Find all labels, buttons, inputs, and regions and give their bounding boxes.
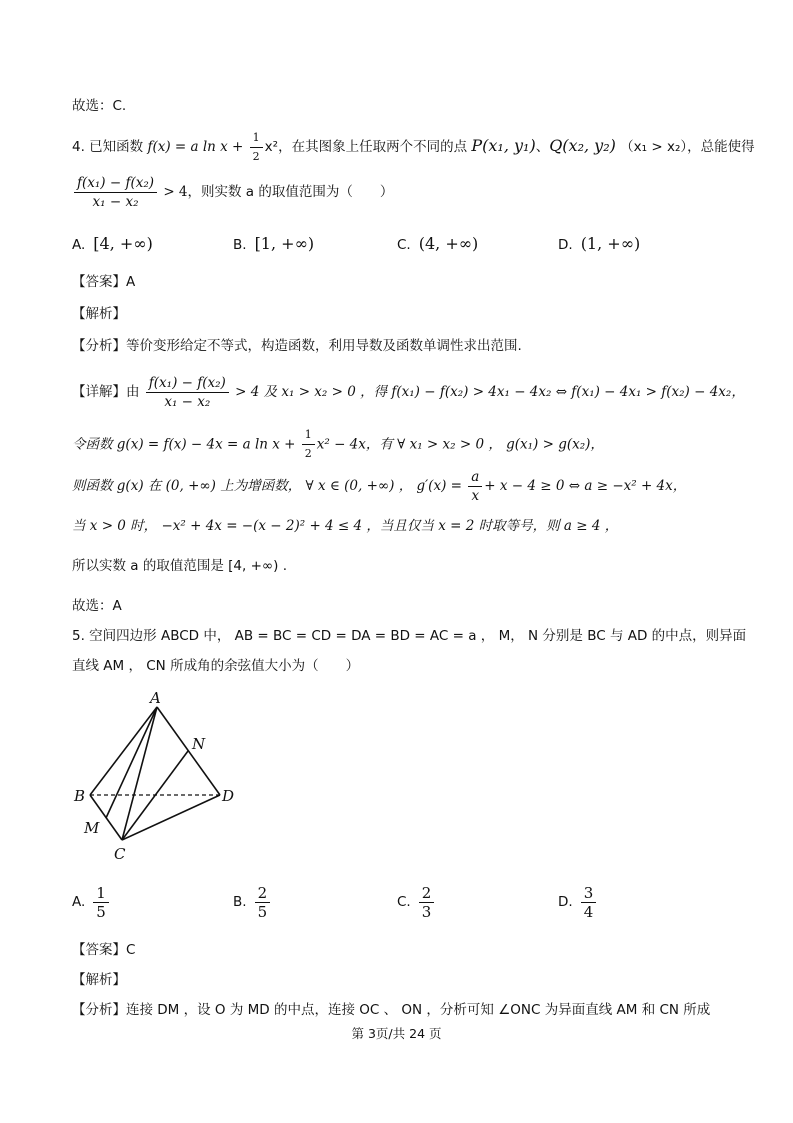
option-letter: B.: [233, 237, 247, 253]
q5-option: [72, 880, 111, 924]
answer-choice-2: 故选：A: [72, 598, 122, 614]
q4-option: [233, 232, 314, 257]
option-letter: A.: [72, 894, 86, 910]
q4-half-den: 2: [252, 149, 260, 163]
detail-line-3: [72, 466, 686, 506]
option-fraction: [93, 884, 109, 921]
detail-x-den: x: [471, 487, 480, 504]
option-denominator: 3: [421, 902, 432, 921]
option-letter: A.: [72, 237, 86, 253]
option-denominator: 5: [257, 902, 268, 921]
detail-derivative: 则函数 g(x) 在 (0, +∞) 上为增函数， ∀ x ∈ (0, +∞) ， g′(x) =: [72, 478, 467, 494]
analysis-label-1: 【解析】: [72, 306, 126, 322]
q4-text: x²，在其图象上任取两个不同的点: [264, 139, 468, 155]
detail-half-fraction: [302, 426, 315, 463]
vertex-label-m: M: [84, 819, 100, 837]
detail-g-definition: 令函数 g(x) = f(x) − 4x = a ln x +: [72, 436, 300, 453]
q4-function: f(x) = a ln x +: [147, 139, 248, 155]
tetrahedron-figure: [70, 685, 250, 865]
page-footer: 第 3页/共 24 页: [351, 1026, 442, 1041]
edge-ad: [157, 707, 220, 795]
detail-quotient-num: f(x₁) − f(x₂): [146, 374, 229, 393]
vertex-label-n: N: [192, 735, 206, 753]
question-5-line2: 直线 AM ， CN 所成角的余弦值大小为（ ）: [72, 658, 360, 674]
option-value: [1, +∞): [254, 234, 315, 253]
prev-answer-choice: 故选：C.: [72, 98, 127, 114]
vertex-label-d: D: [222, 787, 235, 805]
option-letter: B.: [233, 894, 247, 910]
detail-derivative-rest: + x − 4 ≥ 0 ⇔ a ≥ −x² + 4x，: [484, 478, 687, 494]
detail-a-over-x: [468, 468, 482, 505]
analysis-label-2: 【解析】: [72, 972, 126, 988]
q5-option: [233, 880, 272, 924]
option-letter: D.: [558, 894, 573, 910]
q4-quotient-den: x₁ − x₂: [92, 193, 139, 210]
question-5-line1: 5. 空间四边形 ABCD 中， AB = BC = CD = DA = BD = AC = a ， M， N 分别是 BC 与 AD 的中点，则异面: [72, 628, 747, 644]
detail-quotient: [146, 374, 229, 411]
option-fraction: [581, 884, 597, 921]
answer-label-1: 【答案】A: [72, 274, 136, 290]
analysis-summary-2: 【分析】连接 DM ，设 O 为 MD 的中点，连接 OC 、 ON ，分析可知 ∠ONC 为异面直线 AM 和 CN 所成: [72, 1002, 711, 1018]
option-fraction: [419, 884, 435, 921]
q4-point-p: P(x₁, y₁): [471, 136, 536, 155]
option-numerator: 3: [581, 884, 597, 903]
vertex-label-b: B: [74, 787, 86, 805]
option-value: (4, +∞): [418, 234, 479, 253]
detail-line-5: 所以实数 a 的取值范围是 [4, +∞) .: [72, 558, 287, 574]
option-value: (1, +∞): [580, 234, 641, 253]
vertex-label-c: C: [114, 845, 126, 863]
option-letter: C.: [397, 237, 411, 253]
q5-option: [558, 880, 598, 924]
question-4-line2: [72, 170, 393, 214]
q4-condition: （x₁ > x₂），总能使得: [620, 139, 755, 155]
detail-prefix: 【详解】由: [72, 384, 140, 400]
detail-line-2: [72, 426, 604, 462]
option-numerator: 1: [93, 884, 109, 903]
q4-option: [558, 232, 640, 257]
detail-quotient-den: x₁ − x₂: [164, 393, 211, 410]
detail-a-num: a: [468, 468, 482, 487]
q4-tail: ，则实数 a 的取值范围为（ ）: [187, 184, 394, 200]
vertex-label-a: A: [150, 689, 161, 707]
q4-sep: 、: [535, 139, 550, 155]
option-letter: D.: [558, 237, 573, 253]
q4-inequality: > 4: [163, 184, 188, 200]
q4-option: [397, 232, 478, 257]
q4-option: [72, 232, 153, 257]
option-denominator: 5: [96, 902, 106, 921]
answer-label-2: 【答案】C: [72, 942, 136, 958]
q4-point-q: Q(x₂, y₂): [549, 136, 616, 155]
question-4-line1: [72, 128, 755, 164]
q4-half-fraction: [250, 129, 263, 166]
analysis-summary-1: 【分析】等价变形给定不等式，构造函数，利用导数及函数单调性求出范围.: [72, 338, 522, 354]
detail-rest: > 4 及 x₁ > x₂ > 0 ，得 f(x₁) − f(x₂) > 4x₁ − 4x₂ ⇔ f(x₁) − 4x₁ > f(x₂) − 4x₂，: [235, 384, 745, 400]
option-numerator: 2: [419, 884, 435, 903]
q4-quotient: [74, 174, 157, 211]
detail-line-4: 当 x > 0 时， −x² + 4x = −(x − 2)² + 4 ≤ 4 ，当且仅当 x = 2 时取等号，则 a ≥ 4 ，: [72, 518, 619, 534]
option-numerator: 2: [255, 884, 271, 903]
option-denominator: 4: [583, 902, 594, 921]
detail-line-1: [72, 370, 745, 414]
q4-quotient-num: f(x₁) − f(x₂): [74, 174, 157, 193]
option-value: [4, +∞): [93, 234, 153, 253]
q4-prefix: 4. 已知函数: [72, 139, 144, 155]
detail-half-den: 2: [304, 447, 312, 460]
option-letter: C.: [397, 894, 411, 910]
edge-cd: [122, 795, 220, 840]
detail-g-rest: x² − 4x，有 ∀ x₁ > x₂ > 0 ， g(x₁) > g(x₂)，: [316, 436, 604, 453]
q5-option: [397, 880, 436, 924]
option-fraction: [255, 884, 271, 921]
detail-half-num: 1: [302, 426, 315, 445]
q4-half-num: 1: [250, 129, 263, 148]
